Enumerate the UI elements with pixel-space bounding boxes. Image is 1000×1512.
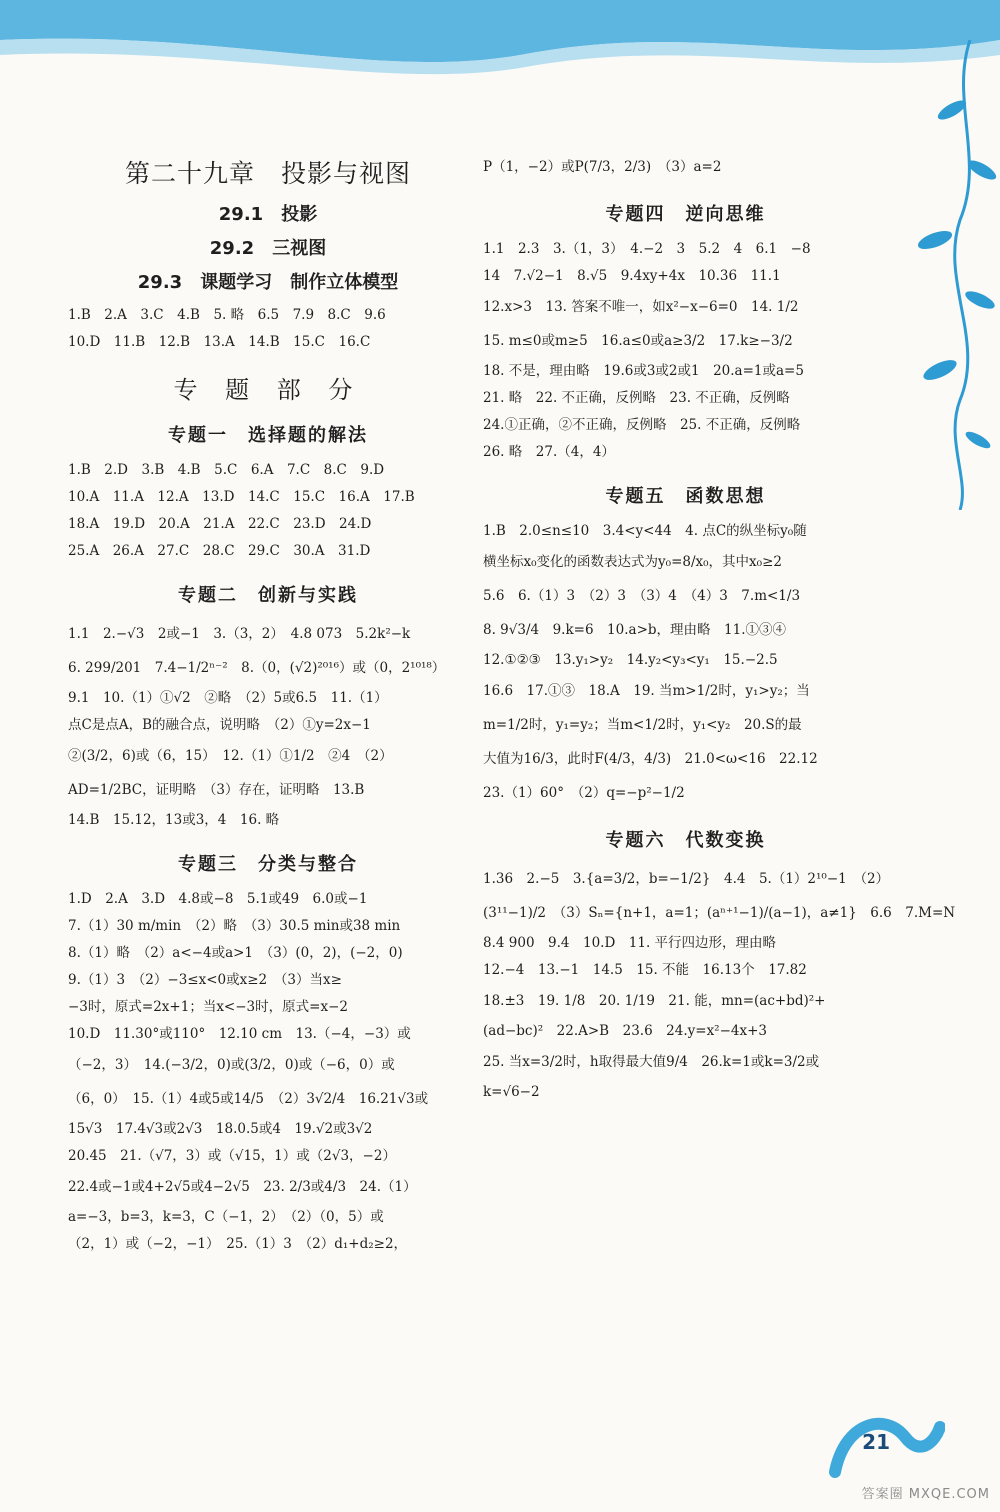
answer-line: 10.A 11.A 12.A 13.D 14.C 15.C 16.A 17.B bbox=[68, 489, 415, 505]
answer-line: 1.B 2.D 3.B 4.B 5.C 6.A 7.C 8.C 9.D bbox=[68, 462, 385, 478]
answer-line: 横坐标x₀变化的函数表达式为y₀=8/x₀，其中x₀≥2 bbox=[483, 554, 782, 570]
answer-line: ②(3/2，6)或（6，15） 12.（1）①1/2 ②4 （2） bbox=[68, 748, 393, 764]
answer-line: 25. 当x=3/2时，h取得最大值9/4 26.k=1或k=3/2或 bbox=[483, 1054, 820, 1070]
answer-line: 21. 略 22. 不正确，反例略 23. 不正确，反例略 bbox=[483, 390, 790, 406]
left-column bbox=[68, 150, 468, 1258]
vine-decoration bbox=[890, 40, 1000, 510]
part-title: 专 题 部 分 bbox=[173, 376, 363, 404]
answer-line: m=1/2时，y₁=y₂；当m<1/2时，y₁<y₂ 20.S的最 bbox=[483, 717, 802, 733]
answer-line: 25.A 26.A 27.C 28.C 29.C 30.A 31.D bbox=[68, 543, 371, 559]
topic-title: 专题六 代数变换 bbox=[605, 830, 766, 851]
answer-line: AD=1/2BC，证明略 （3）存在，证明略 13.B bbox=[68, 782, 365, 798]
answer-line: 1.D 2.A 3.D 4.8或−8 5.1或49 6.0或−1 bbox=[68, 891, 368, 907]
answer-line: 9.1 10.（1）①√2 ②略 （2）5或6.5 11.（1） bbox=[68, 690, 388, 706]
answer-line: 8.4 900 9.4 10.D 11. 平行四边形，理由略 bbox=[483, 935, 777, 951]
answer-line: 12.①②③ 13.y₁>y₂ 14.y₂<y₃<y₁ 15.−2.5 bbox=[483, 652, 778, 668]
topic-title: 专题五 函数思想 bbox=[605, 486, 766, 507]
answer-line: 1.B 2.A 3.C 4.B 5. 略 6.5 7.9 8.C 9.6 bbox=[68, 307, 386, 323]
answer-line: 15√3 17.4√3或2√3 18.0.5或4 19.√2或3√2 bbox=[68, 1121, 373, 1137]
answer-line: 5.6 6.（1）3 （2）3 （3）4 （4）3 7.m<1/3 bbox=[483, 588, 801, 604]
answer-line: 1.36 2.−5 3.{a=3/2，b=−1/2} 4.4 5.（1）2¹⁰−1 （2） bbox=[483, 871, 890, 887]
topic-title: 专题二 创新与实践 bbox=[178, 585, 358, 606]
answer-line: 26. 略 27.（4，4） bbox=[483, 444, 615, 460]
answer-line: a=−3，b=3，k=3，C（−1，2） （2）（0，5）或 bbox=[68, 1209, 384, 1225]
chapter-sub-1: 29.1 投影 bbox=[218, 204, 318, 225]
answer-line: 18.±3 19. 1/8 20. 1/19 21. 能，mn=(ac+bd)²+ bbox=[483, 993, 826, 1009]
answer-line: 大值为16/3，此时F(4/3，4/3) 21.0<ω<16 22.12 bbox=[483, 751, 818, 767]
answer-line: （−2，3） 14.(−3/2，0)或(3/2，0)或（−6，0）或 bbox=[68, 1057, 395, 1073]
answer-line: 8.（1）略 （2）a<−4或a>1 （3）(0，2)，(−2，0) bbox=[68, 945, 403, 961]
answer-line: 7.（1）30 m/min （2）略 （3）30.5 min或38 min bbox=[68, 918, 401, 934]
answer-line: 16.6 17.①③ 18.A 19. 当m>1/2时，y₁>y₂；当 bbox=[483, 683, 810, 699]
answer-line: 15. m≤0或m≥5 16.a≤0或a≥3/2 17.k≥−3/2 bbox=[483, 333, 793, 349]
answer-line: 1.1 2.−√3 2或−1 3.（3，2） 4.8 073 5.2k²−k bbox=[68, 626, 411, 642]
answer-line: 20.45 21.（√7，3）或（√15，1）或（2√3，−2） bbox=[68, 1148, 396, 1164]
chapter-title: 第二十九章 投影与视图 bbox=[124, 159, 411, 188]
answer-line: 6. 299/201 7.4−1/2ⁿ⁻² 8.（0，(√2)²⁰¹⁶）或（0，2¹⁰¹⁸） bbox=[68, 660, 446, 676]
answer-line: 12.x>3 13. 答案不唯一，如x²−x−6=0 14. 1/2 bbox=[483, 299, 799, 315]
answer-line: k=√6−2 bbox=[483, 1084, 540, 1100]
right-column bbox=[483, 150, 956, 1106]
answer-line: 14 7.√2−1 8.√5 9.4xy+4x 10.36 11.1 bbox=[483, 268, 781, 284]
topic-title: 专题四 逆向思维 bbox=[605, 204, 766, 225]
answer-line: 9.（1）3 （2）−3≤x<0或x≥2 （3）当x≥ bbox=[68, 972, 342, 988]
answer-line: (ad−bc)² 22.A>B 23.6 24.y=x²−4x+3 bbox=[483, 1023, 768, 1039]
answer-line: 18. 不是，理由略 19.6或3或2或1 20.a=1或a=5 bbox=[483, 363, 804, 379]
answer-line: 22.4或−1或4+2√5或4−2√5 23. 2/3或4/3 24.（1） bbox=[68, 1179, 417, 1195]
answer-line: 点C是点A，B的融合点，说明略 （2）①y=2x−1 bbox=[68, 717, 371, 733]
topic-title: 专题一 选择题的解法 bbox=[168, 425, 368, 446]
answer-line: −3时，原式=2x+1；当x<−3时，原式=x−2 bbox=[68, 999, 348, 1015]
answer-line: （6，0） 15.（1）4或5或14/5 （2）3√2/4 16.21√3或 bbox=[68, 1091, 429, 1107]
topic-title: 专题三 分类与整合 bbox=[178, 854, 358, 875]
answer-line: 1.B 2.0≤n≤10 3.4<y<44 4. 点C的纵坐标y₀随 bbox=[483, 523, 807, 539]
answer-line: 24.①正确，②不正确，反例略 25. 不正确，反例略 bbox=[483, 417, 801, 433]
page-number: 21 bbox=[862, 1430, 890, 1454]
watermark: 答案圈 MXQE.COM bbox=[861, 1487, 990, 1502]
answer-line: (3¹¹−1)/2 （3）Sₙ={n+1，a=1；(aⁿ⁺¹−1)/(a−1)，a≠1} 6.6 7.M=N bbox=[483, 905, 956, 921]
answer-line: 23.（1）60° （2）q=−p²−1/2 bbox=[483, 785, 685, 801]
top-wave-banner bbox=[0, 0, 1000, 80]
answer-line: P（1，−2）或P(7/3，2/3) （3）a=2 bbox=[483, 159, 722, 175]
answer-line: 10.D 11.30°或110° 12.10 cm 13.（−4，−3）或 bbox=[68, 1026, 411, 1042]
answer-line: 14.B 15.12，13或3，4 16. 略 bbox=[68, 812, 280, 828]
answer-line: 1.1 2.3 3.（1，3） 4.−2 3 5.2 4 6.1 −8 bbox=[483, 241, 811, 257]
answer-line: 18.A 19.D 20.A 21.A 22.C 23.D 24.D bbox=[68, 516, 372, 532]
answer-line: 10.D 11.B 12.B 13.A 14.B 15.C 16.C bbox=[68, 334, 371, 350]
answer-line: 8. 9√3/4 9.k=6 10.a>b，理由略 11.①③④ bbox=[483, 622, 786, 638]
chapter-sub-2: 29.2 三视图 bbox=[209, 238, 327, 259]
chapter-sub-3: 29.3 课题学习 制作立体模型 bbox=[137, 272, 399, 293]
answer-line: 12.−4 13.−1 14.5 15. 不能 16.13个 17.82 bbox=[483, 962, 807, 978]
answer-line: （2，1）或（−2，−1） 25.（1）3 （2）d₁+d₂≥2， bbox=[68, 1236, 408, 1252]
